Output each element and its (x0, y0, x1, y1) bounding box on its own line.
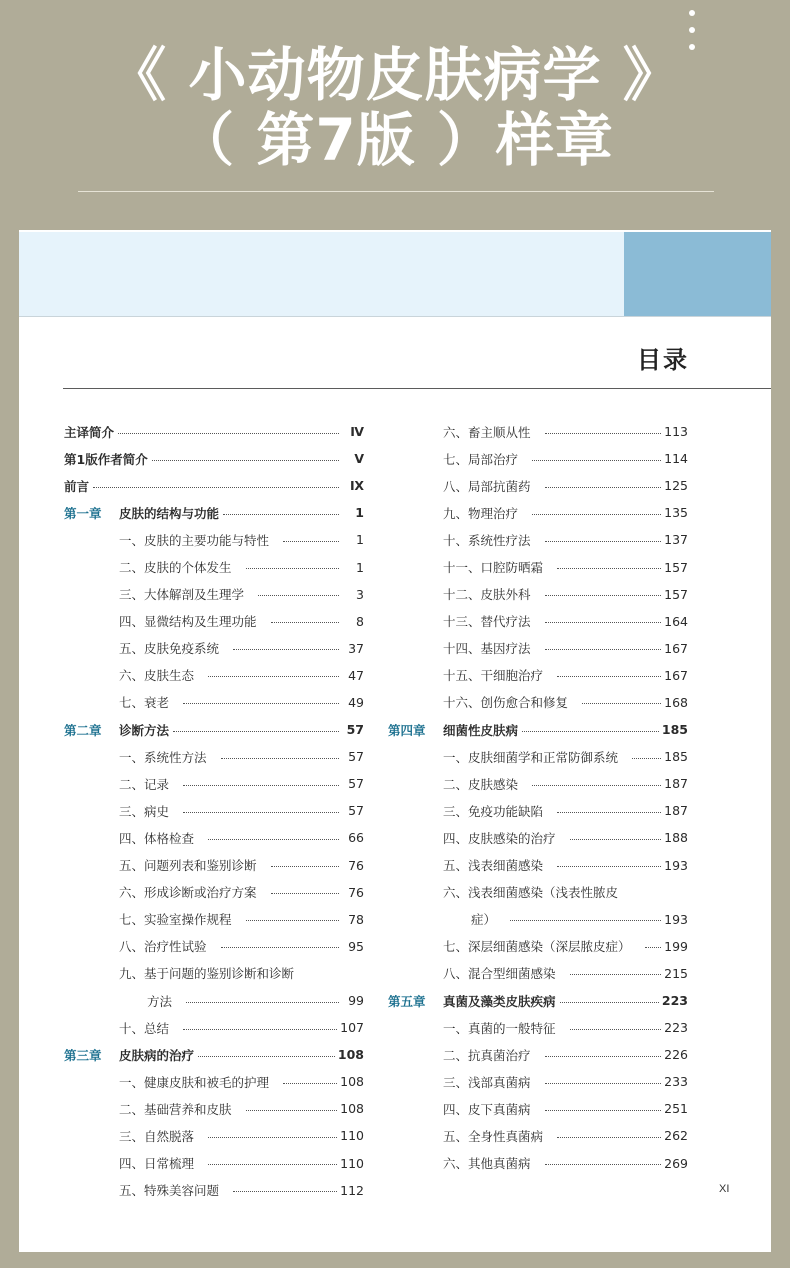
entry-label: 第1版作者简介 (64, 451, 148, 467)
entry-label: 三、病史 (119, 803, 170, 819)
entry-label: 一、系统性方法 (119, 749, 207, 765)
dot-leader (271, 865, 339, 867)
toc-entry[interactable] (388, 635, 688, 662)
dot-leader (93, 486, 339, 488)
entry-page-number: 167 (664, 667, 688, 683)
toc-chapter-entry[interactable] (388, 716, 688, 743)
dot-leader (118, 432, 339, 434)
entry-page-number: 1 (355, 505, 364, 521)
entry-label: 六、畜主顺从性 (443, 424, 531, 440)
entry-page-number: 110 (340, 1155, 364, 1171)
toc-entry[interactable] (388, 689, 688, 716)
toc-chapter-entry[interactable] (388, 987, 688, 1014)
header-band-line (19, 316, 771, 317)
dot-leader (632, 757, 661, 759)
toc-page (19, 230, 771, 1252)
entry-page-number: 99 (348, 993, 364, 1009)
title-line-1: 《 小动物皮肤病学 》 (108, 41, 682, 109)
entry-label: 十六、创伤愈合和修复 (443, 695, 569, 711)
toc-entry[interactable] (388, 1150, 688, 1177)
toc-entry[interactable] (64, 581, 364, 608)
entry-page-number: 107 (340, 1020, 364, 1036)
entry-label: 二、皮肤感染 (443, 776, 519, 792)
toc-entry[interactable] (388, 1122, 688, 1149)
chapter-number: 第二章 (64, 722, 102, 738)
dot-leader (223, 513, 339, 515)
toc-entry[interactable] (64, 797, 364, 824)
dot-leader (208, 675, 339, 677)
entry-page-number: 157 (664, 586, 688, 602)
toc-entry[interactable] (64, 743, 364, 770)
entry-page-number: 215 (664, 965, 688, 981)
entry-page-number: V (354, 451, 364, 467)
toc-entry[interactable] (64, 526, 364, 553)
entry-page-number: 57 (348, 749, 364, 765)
entry-label: 诊断方法 (119, 722, 170, 738)
toc-entry[interactable] (64, 879, 364, 906)
entry-label: 皮肤病的治疗 (119, 1047, 195, 1063)
dot-leader (208, 838, 339, 840)
dot-leader (545, 621, 662, 623)
entry-label: 三、免疫功能缺陷 (443, 803, 544, 819)
dot-leader (173, 730, 339, 732)
entry-label: 三、大体解剖及生理学 (119, 587, 245, 603)
dot-leader (233, 1190, 337, 1192)
toc-entry[interactable] (64, 1068, 364, 1095)
dot-leader (532, 784, 661, 786)
entry-page-number: 47 (348, 667, 364, 683)
dot-leader (221, 946, 339, 948)
entry-page-number: 108 (337, 1047, 364, 1063)
toc-entry[interactable] (64, 852, 364, 879)
toc-heading-rule (63, 388, 771, 389)
entry-label: 一、健康皮肤和被毛的护理 (119, 1074, 270, 1090)
toc-entry[interactable] (64, 418, 364, 445)
dot-leader (208, 1136, 337, 1138)
toc-entry[interactable] (64, 770, 364, 797)
entry-page-number: 193 (664, 857, 688, 873)
entry-label: 九、基于问题的鉴别诊断和诊断 (119, 966, 295, 982)
entry-label: 四、日常梳理 (119, 1156, 195, 1172)
dot-leader (233, 648, 339, 650)
entry-page-number: 8 (356, 613, 364, 629)
dot-leader (545, 540, 662, 542)
toc-entry[interactable] (388, 743, 688, 770)
entry-label: 四、显微结构及生理功能 (119, 614, 257, 630)
entry-label: 四、体格检查 (119, 830, 195, 846)
entry-label: 七、实验室操作规程 (119, 912, 232, 928)
entry-page-number: 57 (346, 722, 364, 738)
entry-label: 二、抗真菌治疗 (443, 1047, 531, 1063)
entry-page-number: 125 (664, 478, 688, 494)
toc-chapter-entry[interactable] (64, 499, 364, 526)
title-area (0, 0, 790, 200)
toc-entry[interactable] (388, 960, 688, 987)
toc-heading: 目录 (637, 346, 689, 374)
toc-entry[interactable] (388, 824, 688, 851)
more-dots-icon[interactable] (689, 10, 699, 61)
entry-page-number: 199 (664, 938, 688, 954)
entry-label: 五、特殊美容问题 (119, 1183, 220, 1199)
entry-page-number: 269 (664, 1155, 688, 1171)
entry-page-number: 57 (348, 803, 364, 819)
dot-leader (557, 567, 661, 569)
entry-label: 六、浅表细菌感染（浅表性脓皮 (443, 885, 619, 901)
toc-entry[interactable] (64, 689, 364, 716)
entry-label: 十三、替代疗法 (443, 614, 531, 630)
dot-leader (258, 594, 339, 596)
dot-leader (557, 675, 661, 677)
dot-leader (532, 459, 661, 461)
entry-page-number: 226 (664, 1047, 688, 1063)
entry-label: 二、基础营养和皮肤 (119, 1101, 232, 1117)
entry-label: 十四、基因疗法 (443, 641, 531, 657)
entry-label: 六、其他真菌病 (443, 1156, 531, 1172)
dot-leader (246, 567, 339, 569)
entry-page-number: 114 (664, 451, 688, 467)
entry-page-number: 167 (664, 640, 688, 656)
dot-leader (510, 919, 661, 921)
dot-leader (570, 1028, 662, 1030)
dot-leader (545, 1055, 662, 1057)
toc-entry[interactable] (64, 608, 364, 635)
toc-entry[interactable] (388, 879, 688, 906)
dot-leader (271, 621, 339, 623)
title-divider (78, 191, 714, 192)
entry-page-number: Ⅳ (350, 424, 364, 440)
chapter-number: 第五章 (388, 993, 426, 1009)
entry-page-number: 187 (664, 776, 688, 792)
toc-entry[interactable] (388, 1095, 688, 1122)
toc-entry[interactable] (64, 445, 364, 472)
entry-label: 七、衰老 (119, 695, 170, 711)
toc-entry[interactable] (64, 1095, 364, 1122)
dot-leader (152, 459, 339, 461)
entry-page-number: 188 (664, 830, 688, 846)
toc-entry[interactable] (388, 852, 688, 879)
dot-leader (570, 838, 662, 840)
entry-label: 一、真菌的一般特征 (443, 1020, 556, 1036)
header-band (19, 232, 624, 316)
toc-entry[interactable] (388, 608, 688, 635)
entry-label: 方法 (147, 993, 173, 1009)
entry-label: 五、皮肤免疫系统 (119, 641, 220, 657)
toc-column-right (388, 418, 688, 1177)
dot-leader (560, 1001, 659, 1003)
entry-page-number: 57 (348, 776, 364, 792)
entry-label: 六、形成诊断或治疗方案 (119, 885, 257, 901)
entry-label: 主译简介 (64, 424, 115, 440)
toc-entry[interactable] (64, 1150, 364, 1177)
dot-leader (183, 811, 339, 813)
entry-label: 五、问题列表和鉴别诊断 (119, 858, 257, 874)
toc-entry[interactable] (388, 1068, 688, 1095)
entry-page-number: 95 (348, 938, 364, 954)
entry-page-number: 112 (340, 1182, 364, 1198)
toc-chapter-entry[interactable] (64, 716, 364, 743)
entry-page-number: 108 (340, 1074, 364, 1090)
toc-entry[interactable] (388, 1041, 688, 1068)
dot-leader (545, 432, 662, 434)
entry-page-number: 3 (356, 586, 364, 602)
toc-entry[interactable] (388, 418, 688, 445)
toc-entry[interactable] (388, 445, 688, 472)
dot-leader (582, 702, 661, 704)
chapter-number: 第三章 (64, 1047, 102, 1063)
entry-page-number: 137 (664, 532, 688, 548)
dot-leader (532, 513, 661, 515)
dot-leader (271, 892, 339, 894)
entry-label: 一、皮肤的主要功能与特性 (119, 532, 270, 548)
entry-label: 二、皮肤的个体发生 (119, 560, 232, 576)
entry-page-number: 262 (664, 1128, 688, 1144)
entry-label: 十二、皮肤外科 (443, 587, 531, 603)
entry-label: 六、皮肤生态 (119, 668, 195, 684)
entry-page-number: 193 (664, 911, 688, 927)
entry-page-number: 76 (348, 857, 364, 873)
dot-leader (545, 1163, 662, 1165)
entry-label: 八、治疗性试验 (119, 939, 207, 955)
dot-leader (283, 540, 339, 542)
toc-entry[interactable] (388, 581, 688, 608)
entry-page-number: 108 (340, 1101, 364, 1117)
dot-leader (545, 648, 662, 650)
entry-page-number: 157 (664, 559, 688, 575)
dot-leader (557, 1136, 661, 1138)
dot-leader (208, 1163, 337, 1165)
toc-entry[interactable] (388, 662, 688, 689)
toc-entry[interactable] (64, 987, 364, 1014)
entry-page-number: 37 (348, 640, 364, 656)
toc-entry[interactable] (64, 824, 364, 851)
entry-page-number: 110 (340, 1128, 364, 1144)
entry-label: 二、记录 (119, 776, 170, 792)
chapter-number: 第四章 (388, 722, 426, 738)
entry-label: 皮肤的结构与功能 (119, 505, 220, 521)
entry-page-number: 185 (661, 722, 688, 738)
toc-entry[interactable] (64, 635, 364, 662)
entry-page-number: 251 (664, 1101, 688, 1117)
toc-entry[interactable] (388, 1014, 688, 1041)
dot-leader (283, 1082, 337, 1084)
entry-label: 十、总结 (119, 1020, 170, 1036)
dot-leader (570, 973, 662, 975)
toc-entry[interactable] (388, 933, 688, 960)
entry-page-number: 233 (664, 1074, 688, 1090)
dot-leader (198, 1055, 335, 1057)
entry-label: 真菌及藻类皮肤疾病 (443, 993, 556, 1009)
dot-leader (645, 946, 662, 948)
toc-entry[interactable] (388, 499, 688, 526)
toc-entry[interactable] (388, 526, 688, 553)
toc-entry[interactable] (64, 1177, 364, 1204)
header-accent-block (624, 232, 771, 316)
entry-label: 八、局部抗菌药 (443, 478, 531, 494)
entry-page-number: 1 (356, 559, 364, 575)
entry-label: 十五、干细胞治疗 (443, 668, 544, 684)
dot-leader (545, 486, 662, 488)
dot-leader (221, 757, 339, 759)
entry-label: 前言 (64, 478, 90, 494)
entry-page-number: Ⅸ (349, 478, 364, 494)
dot-leader (246, 919, 339, 921)
toc-entry[interactable] (388, 770, 688, 797)
entry-label: 十一、口腔防晒霜 (443, 560, 544, 576)
dot-leader (183, 784, 339, 786)
toc-entry[interactable] (388, 553, 688, 580)
toc-entry[interactable] (388, 472, 688, 499)
entry-page-number: 187 (664, 803, 688, 819)
toc-entry[interactable] (64, 906, 364, 933)
dot-leader (545, 1082, 662, 1084)
dot-leader (522, 730, 659, 732)
dot-leader (557, 811, 661, 813)
entry-label: 症） (471, 912, 497, 928)
dot-leader (545, 1109, 662, 1111)
entry-label: 十、系统性疗法 (443, 532, 531, 548)
entry-label: 五、全身性真菌病 (443, 1128, 544, 1144)
entry-label: 七、深层细菌感染（深层脓皮症） (443, 939, 631, 955)
toc-column-left (64, 418, 364, 1204)
dot-leader (246, 1109, 338, 1111)
entry-page-number: 223 (664, 1020, 688, 1036)
toc-chapter-entry[interactable] (64, 1041, 364, 1068)
entry-page-number: 164 (664, 613, 688, 629)
entry-page-number: 76 (348, 884, 364, 900)
title-line-2: （ 第7版 ）样章 (176, 106, 614, 174)
dot-leader (545, 594, 662, 596)
toc-entry[interactable] (64, 933, 364, 960)
toc-entry[interactable] (64, 553, 364, 580)
dot-leader (183, 702, 339, 704)
chapter-number: 第一章 (64, 505, 102, 521)
toc-entry[interactable] (64, 960, 364, 987)
toc-entry[interactable] (64, 662, 364, 689)
page-number: XI (719, 1183, 730, 1195)
entry-page-number: 135 (664, 505, 688, 521)
toc-entry[interactable] (388, 906, 688, 933)
entry-label: 四、皮肤感染的治疗 (443, 830, 556, 846)
entry-label: 九、物理治疗 (443, 505, 519, 521)
toc-entry[interactable] (64, 1122, 364, 1149)
dot-leader (183, 1028, 337, 1030)
entry-label: 四、皮下真菌病 (443, 1101, 531, 1117)
entry-label: 三、自然脱落 (119, 1128, 195, 1144)
entry-page-number: 66 (348, 830, 364, 846)
toc-entry[interactable] (64, 1014, 364, 1041)
entry-label: 细菌性皮肤病 (443, 722, 519, 738)
toc-entry[interactable] (64, 472, 364, 499)
toc-entry[interactable] (388, 797, 688, 824)
entry-page-number: 168 (664, 694, 688, 710)
entry-page-number: 49 (348, 694, 364, 710)
entry-page-number: 113 (664, 424, 688, 440)
dot-leader (186, 1001, 339, 1003)
entry-label: 八、混合型细菌感染 (443, 966, 556, 982)
dot-leader (557, 865, 661, 867)
entry-label: 七、局部治疗 (443, 451, 519, 467)
entry-page-number: 185 (664, 749, 688, 765)
entry-label: 三、浅部真菌病 (443, 1074, 531, 1090)
entry-page-number: 78 (348, 911, 364, 927)
entry-label: 一、皮肤细菌学和正常防御系统 (443, 749, 619, 765)
entry-label: 五、浅表细菌感染 (443, 858, 544, 874)
entry-page-number: 223 (661, 993, 688, 1009)
entry-page-number: 1 (356, 532, 364, 548)
